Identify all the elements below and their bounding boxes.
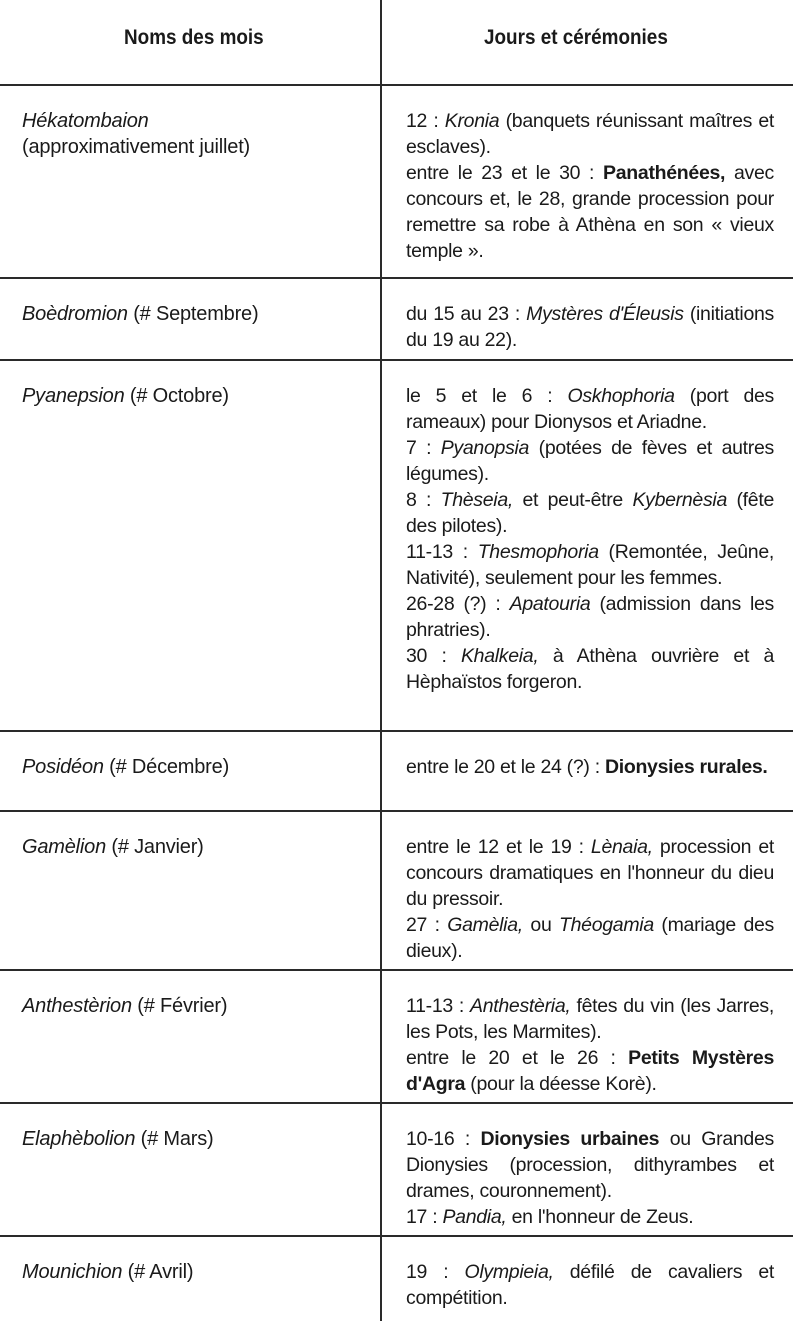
month-name: Anthestèrion [22,995,132,1017]
ceremony-entry [406,1126,774,1204]
ceremony-text: 19 : [406,1261,465,1283]
ceremonies-cell [406,754,774,780]
festival-name: Petits Mystères d'Agra [406,1047,774,1095]
ceremony-text: (potées de fèves et autres légumes). [406,437,774,485]
ceremony-text: (fête des pilotes). [406,489,774,537]
month-name: Posidéon [22,756,104,778]
ceremony-text: ou Grandes Dionysies (procession, dithyrambes et drames, couronnement). [406,1128,774,1202]
table-row [0,971,793,1104]
ceremony-text: (initiations du 19 au 22). [406,303,775,351]
ceremonies-cell [406,1259,774,1311]
ceremony-text: 12 : [406,110,445,132]
table-row [0,1237,793,1321]
month-note: (# Mars) [135,1128,214,1150]
ceremonies-cell [406,383,774,695]
month-name: Hékatombaion [22,110,149,132]
festival-name: Anthestèria, [470,995,571,1017]
month-cell [22,754,372,780]
festival-name: Gamèlia, [447,914,523,936]
festival-name: Pandia, [442,1206,507,1228]
header-months: Noms des mois [124,26,264,49]
ceremony-entry [406,754,774,780]
ceremony-text: 11-13 : [406,995,471,1017]
month-note: (# Avril) [122,1261,194,1283]
ceremonies-cell [406,108,774,264]
festival-name: Khalkeia, [460,645,539,667]
ceremony-text: (admission dans les phratries). [406,593,774,641]
festival-name: Oskhophoria [567,385,675,407]
month-name: Pyanepsion [22,385,125,407]
ceremony-entry [406,539,774,591]
ceremony-text: (Remontée, Jeûne, Nativité), seulement pour les femmes. [406,541,774,589]
table-row [0,812,793,971]
ceremony-text: (pour la déesse Korè). [465,1073,657,1095]
month-note: (# Décembre) [103,756,230,778]
ceremony-text: 17 : [406,1206,443,1228]
month-cell [22,383,372,409]
column-divider [380,0,382,1321]
month-note: (approximativement juillet) [22,136,251,158]
festival-name: Dionysies urbaines [480,1128,660,1150]
ceremony-entry [406,912,774,964]
month-note: (# Octobre) [124,385,229,407]
festival-name: Kronia [444,110,500,132]
ceremony-text: 10-16 : [406,1128,481,1150]
ceremonies-cell [406,1126,774,1230]
ceremony-text: 11-13 : [406,541,478,563]
ceremony-text: 7 : [406,437,441,459]
ceremony-entry [406,435,774,487]
festival-name: Thèseia, [440,489,514,511]
ceremony-entry [406,993,774,1045]
festival-name: Dionysies rurales. [604,756,768,778]
table-row [0,86,793,279]
ceremony-entry [406,1204,774,1230]
ceremony-text: le 5 et le 6 : [406,385,568,407]
table-header [0,0,793,86]
ceremonies-cell [406,993,774,1097]
ceremony-entry [406,301,774,353]
month-note: (# Septembre) [127,303,259,325]
ceremony-entry [406,591,774,643]
table-row [0,732,793,812]
month-cell [22,834,372,860]
ceremony-text: du 15 au 23 : [406,303,527,325]
ceremony-text: en l'honneur de Zeus. [506,1206,694,1228]
header-days: Jours et cérémonies [484,26,668,49]
ceremony-text: avec concours et, le 28, grande procession pour remettre sa robe à Athèna en son « vieux temple ». [406,162,774,262]
ceremony-text: 27 : [406,914,448,936]
month-note: (# Février) [131,995,228,1017]
ceremony-text: procession et concours dramatiques en l'honneur du dieu du pressoir. [406,836,775,910]
table-row [0,279,793,361]
ceremony-entry [406,643,774,695]
month-name: Elaphèbolion [22,1128,136,1150]
festival-name: Pyanopsia [440,437,530,459]
ceremony-entry [406,383,774,435]
ceremony-text: 8 : [406,489,441,511]
ceremony-text: entre le 20 et le 26 : [406,1047,629,1069]
month-name: Mounichion [22,1261,123,1283]
ceremony-text: entre le 23 et le 30 : [406,162,604,184]
month-note: (# Janvier) [106,836,204,858]
festival-name: Thesmophoria [477,541,599,563]
month-cell [22,1126,372,1152]
ceremony-text: et peut-être [513,489,633,511]
ceremony-entry [406,1045,774,1097]
table-row [0,361,793,732]
ceremony-entry [406,487,774,539]
ceremony-text: 30 : [406,645,461,667]
month-name: Gamèlion [22,836,106,858]
table-row [0,1104,793,1237]
festival-name: Théogamia [559,914,654,936]
festival-name: Apatouria [509,593,591,615]
ceremony-text: à Athèna ouvrière et à Hèphaïstos forgeron. [406,645,774,693]
ceremony-text: fêtes du vin (les Jarres, les Pots, les Marmites). [406,995,775,1043]
month-cell [22,301,372,327]
ceremony-entry [406,160,774,264]
festival-name: Mystères d'Éleusis [526,303,684,325]
ceremony-text: entre le 12 et le 19 : [406,836,591,858]
month-cell [22,108,372,160]
ceremony-text: (mariage des dieux). [406,914,774,962]
month-cell [22,993,372,1019]
ceremony-text: (banquets réunissant maîtres et esclaves). [406,110,775,158]
festival-name: Kybernèsia [632,489,727,511]
ceremony-entry [406,108,774,160]
ceremony-text: 26-28 (?) : [406,593,510,615]
ceremony-text: défilé de cavaliers et compétition. [406,1261,774,1309]
festival-name: Lènaia, [590,836,653,858]
ceremony-text: ou [522,914,560,936]
ceremony-entry [406,1259,774,1311]
month-cell [22,1259,372,1285]
month-name: Boèdromion [22,303,128,325]
ceremony-text: entre le 20 et le 24 (?) : [406,756,605,778]
ceremony-entry [406,834,774,912]
festival-name: Olympieia, [464,1261,554,1283]
ceremonies-cell [406,834,774,964]
ceremonies-cell [406,301,774,353]
ceremony-text: (port des rameaux) pour Dionysos et Ariadne. [406,385,774,433]
festival-name: Panathénées, [603,162,726,184]
